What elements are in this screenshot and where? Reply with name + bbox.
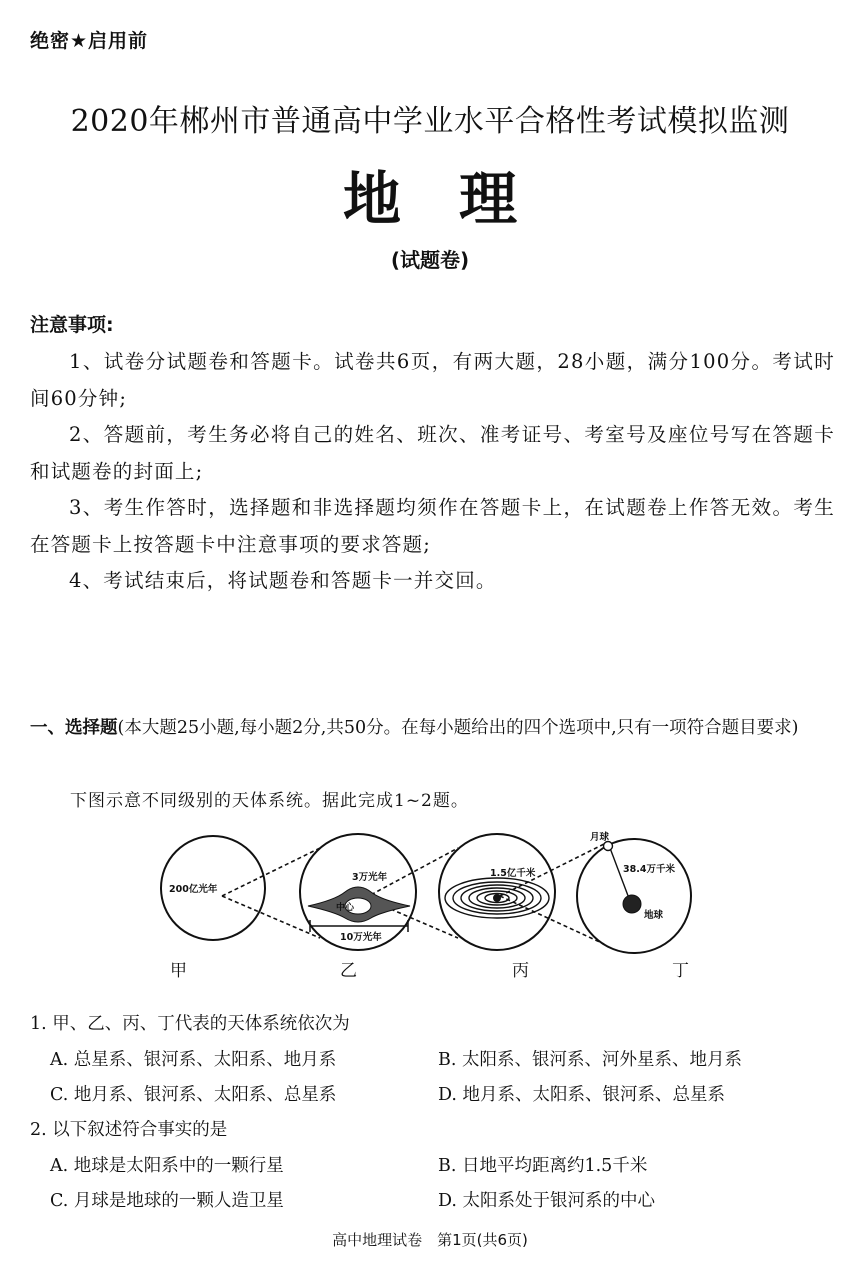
label-jia-distance: 200亿光年 (169, 884, 218, 895)
figure-label-bing: 丙 (512, 961, 529, 981)
confidential-label: 绝密★启用前 (30, 30, 149, 52)
question-2-option-b: B. 日地平均距离约1.5千米 (438, 1156, 648, 1176)
label-yi-diameter: 10万光年 (340, 932, 382, 943)
label-earth-moon-distance: 38.4万千米 (623, 864, 675, 875)
label-earth: 地球 (644, 910, 664, 921)
question-2-option-c: C. 月球是地球的一颗人造卫星 (50, 1191, 284, 1211)
section-description: (本大题25小题,每小题2分,共50分。在每小题给出的四个选项中,只有一项符合题目要求) (117, 718, 799, 738)
exam-title: 2020年郴州市普通高中学业水平合格性考试模拟监测 (70, 104, 790, 139)
celestial-systems-figure (160, 826, 700, 984)
notice-item: 3、考生作答时，选择题和非选择题均须作在答题卡上，在试题卷上作答无效。考生在答题卡上按答题卡中注意事项的要求答题; (30, 496, 835, 556)
figure-label-yi: 乙 (340, 961, 357, 981)
label-yi-center: 中心 (336, 903, 355, 913)
question-1-option-b: B. 太阳系、银河系、河外星系、地月系 (438, 1050, 742, 1070)
figure-label-ding: 丁 (672, 961, 689, 981)
question-1-option-d: D. 地月系、太阳系、银河系、总星系 (438, 1085, 726, 1105)
notice-item: 2、答题前，考生务必将自己的姓名、班次、准考证号、考室号及座位号写在答题卡和试题卷的封面上; (30, 423, 835, 483)
question-2-option-d: D. 太阳系处于银河系的中心 (438, 1191, 656, 1211)
sun (493, 894, 501, 902)
notice-list (30, 344, 835, 600)
earth (623, 895, 641, 913)
zoom-lines (222, 844, 604, 944)
section-title: 一、选择题 (30, 718, 118, 738)
subject-title: 地 理 (342, 165, 517, 233)
question-1-option-c: C. 地月系、银河系、太阳系、总星系 (50, 1085, 337, 1105)
section-header (30, 710, 835, 747)
question-2-option-a: A. 地球是太阳系中的一颗行星 (50, 1156, 284, 1176)
question-1-option-a: A. 总星系、银河系、太阳系、地月系 (50, 1050, 337, 1070)
figure-label-jia: 甲 (170, 961, 187, 981)
label-bing-distance: 1.5亿千米 (490, 868, 536, 879)
notice-heading: 注意事项: (30, 314, 114, 336)
paper-type: (试题卷) (390, 248, 470, 272)
notice-item: 4、考试结束后，将试题卷和答题卡一并交回。 (69, 569, 497, 592)
page-footer: 高中地理试卷 第1页(共6页) (332, 1231, 528, 1249)
question-2-stem: 2. 以下叙述符合事实的是 (30, 1120, 228, 1140)
notice-item: 1、试卷分试题卷和答题卡。试卷共6页，有两大题，28小题，满分100分。考试时间60分钟; (30, 350, 835, 410)
label-yi-thickness: 3万光年 (352, 872, 388, 883)
figure-intro: 下图示意不同级别的天体系统。据此完成1~2题。 (70, 791, 469, 811)
question-1-stem: 1. 甲、乙、丙、丁代表的天体系统依次为 (30, 1014, 350, 1034)
galaxy-shape (308, 887, 410, 932)
label-moon: 月球 (590, 832, 610, 843)
